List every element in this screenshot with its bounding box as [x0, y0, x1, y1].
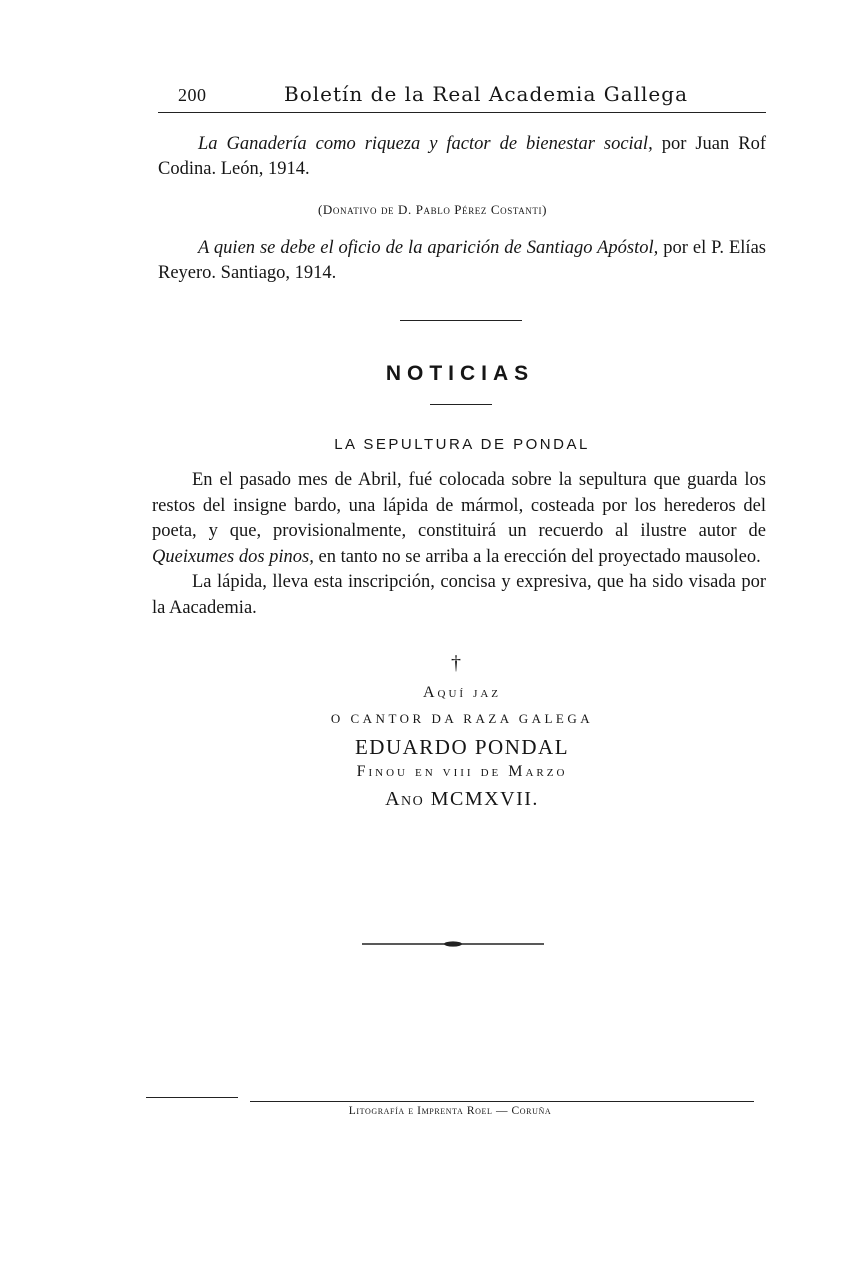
- inscription-line: O CANTOR DA RAZA GALEGA: [330, 711, 594, 726]
- inscription-line: Aquí jaz: [422, 684, 502, 701]
- cross-icon: †: [451, 652, 461, 674]
- running-title: Boletín de la Real Academia Gallega: [284, 82, 688, 106]
- news-body: [152, 468, 766, 621]
- inscription-line: Finou en viii de Marzo: [356, 763, 568, 780]
- paragraph: En el pasado mes de Abril, fué colocada sobre la sepultura que guarda los restos del insigne bardo, una lápida de mármol, costeada por los herederos del poeta, y que, provisionalmente, constituirá un recuerdo al ilustre autor de Queixumes dos pinos, en tanto no se arriba a la erección del proyectado mausoleo.: [152, 470, 766, 567]
- title-underline: [430, 404, 492, 405]
- inscription-year: Ano MCMXVII.: [385, 788, 539, 810]
- inscription-name: EDUARDO PONDAL: [354, 735, 570, 759]
- book-title: A quien se debe el oficio de la aparición de Santiago Apóstol,: [198, 238, 659, 258]
- book-details: por Juan Rof Codina. León, 1914.: [158, 134, 766, 179]
- subsection-title: LA SEPULTURA DE PONDAL: [334, 436, 590, 453]
- footer-rule: [250, 1101, 754, 1102]
- page-header: [158, 82, 766, 113]
- bibliography-entry: [158, 236, 766, 286]
- ornament-divider-icon: [362, 941, 544, 947]
- book-title: La Ganadería como riqueza y factor de bienestar social,: [198, 134, 653, 154]
- work-title: Queixumes dos pinos,: [152, 546, 314, 567]
- printer-imprint: Litografía e Imprenta Roel — Coruña: [348, 1105, 552, 1117]
- divider-rule: [400, 320, 522, 321]
- donation-note: (Donativo de D. Pablo Pérez Costanti): [318, 202, 548, 217]
- book-details: por el P. Elías Reyero. Santiago, 1914.: [158, 238, 766, 283]
- page-number: 200: [178, 85, 207, 105]
- footer-rule: [146, 1097, 238, 1098]
- bibliography-entry: [158, 132, 766, 182]
- paragraph: La lápida, lleva esta inscripción, concisa y expresiva, que ha sido visada por la Aacademia.: [152, 572, 766, 618]
- section-title: NOTICIAS: [385, 362, 535, 385]
